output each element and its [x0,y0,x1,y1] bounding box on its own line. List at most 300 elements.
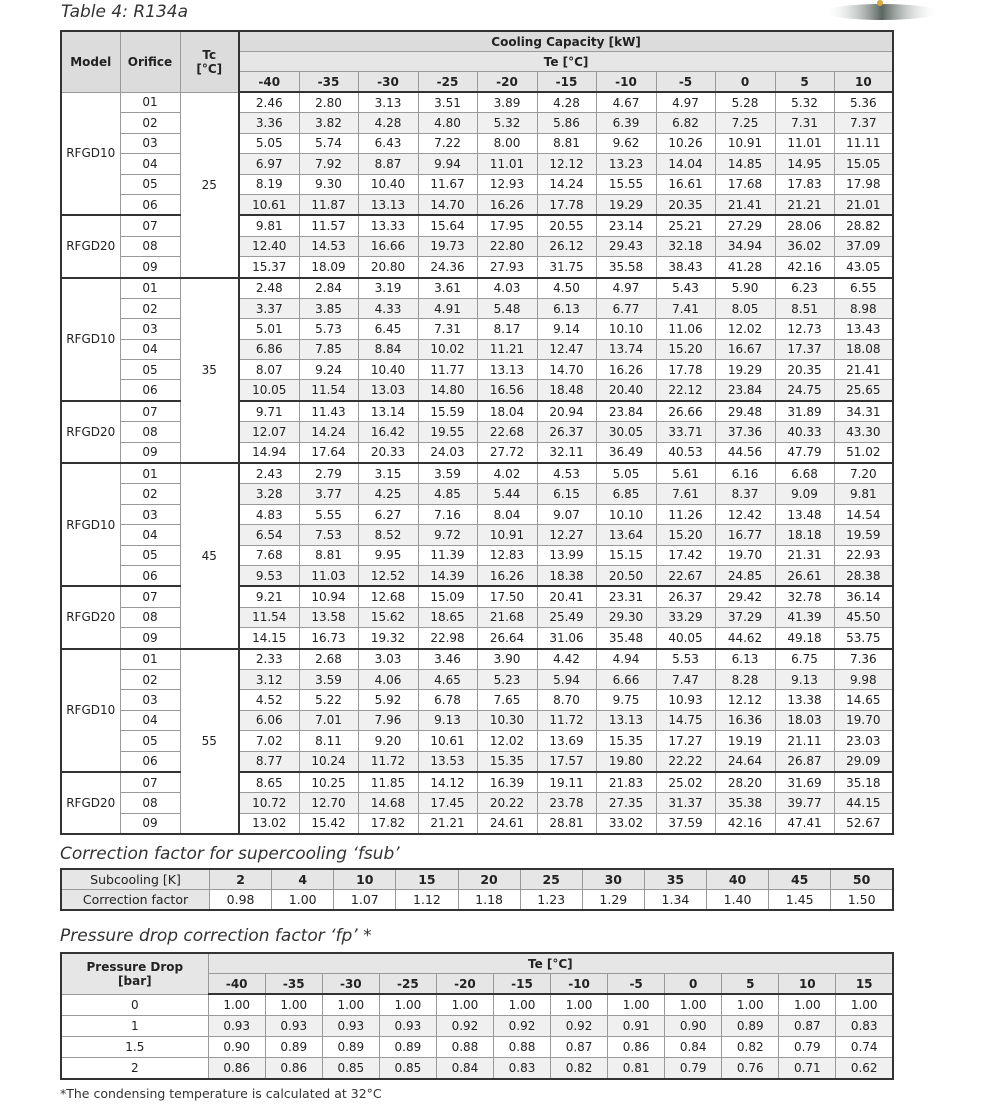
fp-cell: 1.00 [836,994,893,1016]
capacity-cell: 23.84 [596,401,656,422]
capacity-cell: 20.40 [596,380,656,401]
te-header-cell: -5 [608,974,665,995]
orifice-cell: 02 [120,669,180,689]
capacity-cell: 20.22 [477,793,537,813]
fp-cell: 1.00 [722,994,779,1016]
model-cell: RFGD10 [61,463,120,586]
capacity-cell: 4.25 [358,484,418,504]
fp-cell: 0.87 [779,1016,836,1037]
capacity-cell: 8.07 [239,360,299,380]
orifice-cell: 03 [120,504,180,524]
decorative-graphic [822,0,940,26]
capacity-cell: 29.42 [715,586,775,607]
capacity-cell: 3.19 [358,278,418,299]
supercooling-title: Correction factor for supercooling ‘fsub’ [60,844,400,864]
capacity-cell: 13.13 [596,710,656,730]
te-header-cell: 5 [775,72,834,93]
capacity-cell: 12.68 [358,586,418,607]
capacity-cell: 6.77 [596,298,656,318]
fp-cell: 0.92 [551,1016,608,1037]
capacity-cell: 13.14 [358,401,418,422]
capacity-cell: 9.24 [299,360,358,380]
capacity-cell: 10.10 [596,504,656,524]
col-header-te: Te [°C] [208,953,893,974]
orifice-cell: 08 [120,236,180,256]
capacity-cell: 7.65 [477,690,537,710]
capacity-cell: 7.85 [299,339,358,359]
capacity-cell: 19.55 [418,422,477,442]
fp-cell: 0.89 [265,1037,322,1058]
fp-cell: 1.00 [436,994,493,1016]
capacity-cell: 3.61 [418,278,477,299]
fp-cell: 1.00 [665,994,722,1016]
pressure-drop-correction-table [60,952,894,1080]
capacity-cell: 28.81 [537,813,596,834]
capacity-cell: 21.41 [715,194,775,215]
capacity-cell: 18.65 [418,607,477,627]
capacity-cell: 6.86 [239,339,299,359]
correction-factor-cell: 1.40 [707,890,769,911]
capacity-cell: 21.21 [418,813,477,834]
capacity-cell: 8.05 [715,298,775,318]
capacity-cell: 13.33 [358,215,418,236]
fp-cell: 0.74 [836,1037,893,1058]
capacity-cell: 10.91 [477,525,537,545]
capacity-cell: 14.65 [834,690,893,710]
capacity-cell: 8.70 [537,690,596,710]
capacity-cell: 31.69 [775,772,834,793]
capacity-cell: 8.87 [358,154,418,174]
capacity-cell: 16.66 [358,236,418,256]
orifice-cell: 02 [120,113,180,133]
orifice-cell: 08 [120,422,180,442]
capacity-cell: 3.77 [299,484,358,504]
capacity-cell: 14.15 [239,628,299,649]
capacity-cell: 18.03 [775,710,834,730]
capacity-cell: 6.85 [596,484,656,504]
capacity-cell: 14.75 [656,710,715,730]
capacity-cell: 3.85 [299,298,358,318]
orifice-cell: 07 [120,586,180,607]
te-header-cell: 15 [836,974,893,995]
te-header-cell: -25 [379,974,436,995]
te-header-cell: -10 [596,72,656,93]
orifice-cell: 05 [120,360,180,380]
capacity-cell: 52.67 [834,813,893,834]
capacity-cell: 4.28 [358,113,418,133]
capacity-cell: 17.64 [299,442,358,463]
fp-cell: 0.83 [493,1058,550,1080]
capacity-cell: 14.53 [299,236,358,256]
orifice-cell: 02 [120,298,180,318]
capacity-cell: 22.93 [834,545,893,565]
col-header-orifice: Orifice [120,31,180,92]
capacity-cell: 35.38 [715,793,775,813]
correction-factor-cell: 1.45 [769,890,831,911]
fp-cell: 1.00 [265,994,322,1016]
capacity-cell: 19.73 [418,236,477,256]
capacity-cell: 13.03 [358,380,418,401]
capacity-cell: 21.41 [834,360,893,380]
pressure-drop-cell: 0 [61,994,208,1016]
fp-cell: 1.00 [208,994,265,1016]
capacity-cell: 14.54 [834,504,893,524]
subcooling-cell: 4 [272,869,334,890]
capacity-cell: 11.01 [775,133,834,153]
capacity-cell: 16.73 [299,628,358,649]
capacity-cell: 10.40 [358,360,418,380]
tc-label: Tc [202,47,217,62]
tc-cell: 45 [180,463,239,649]
subcooling-cell: 35 [644,869,706,890]
capacity-cell: 22.80 [477,236,537,256]
capacity-cell: 7.01 [299,710,358,730]
capacity-cell: 20.55 [537,215,596,236]
capacity-cell: 4.97 [656,92,715,113]
capacity-cell: 21.01 [834,194,893,215]
fp-cell: 0.88 [436,1037,493,1058]
capacity-cell: 7.16 [418,504,477,524]
capacity-cell: 5.22 [299,690,358,710]
capacity-cell: 5.05 [596,463,656,484]
capacity-cell: 3.12 [239,669,299,689]
capacity-cell: 9.71 [239,401,299,422]
capacity-cell: 49.18 [775,628,834,649]
orifice-cell: 09 [120,257,180,278]
orifice-cell: 05 [120,545,180,565]
model-cell: RFGD20 [61,401,120,463]
capacity-cell: 19.19 [715,731,775,751]
capacity-cell: 2.79 [299,463,358,484]
capacity-cell: 4.06 [358,669,418,689]
fp-cell: 0.91 [608,1016,665,1037]
capacity-cell: 37.09 [834,236,893,256]
fp-cell: 0.79 [665,1058,722,1080]
capacity-cell: 22.68 [477,422,537,442]
capacity-cell: 25.65 [834,380,893,401]
capacity-cell: 14.68 [358,793,418,813]
model-cell: RFGD10 [61,92,120,215]
capacity-cell: 8.51 [775,298,834,318]
capacity-cell: 10.25 [299,772,358,793]
capacity-cell: 53.75 [834,628,893,649]
capacity-cell: 31.37 [656,793,715,813]
capacity-cell: 9.07 [537,504,596,524]
capacity-cell: 2.68 [299,649,358,670]
capacity-cell: 17.57 [537,751,596,772]
te-header-cell: -25 [418,72,477,93]
capacity-cell: 16.42 [358,422,418,442]
fp-cell: 0.93 [265,1016,322,1037]
capacity-cell: 9.53 [239,565,299,586]
model-cell: RFGD10 [61,278,120,401]
capacity-cell: 3.89 [477,92,537,113]
te-header-cell: -35 [265,974,322,995]
capacity-cell: 6.15 [537,484,596,504]
capacity-cell: 23.03 [834,731,893,751]
capacity-cell: 6.06 [239,710,299,730]
capacity-cell: 4.53 [537,463,596,484]
capacity-cell: 10.91 [715,133,775,153]
capacity-cell: 28.82 [834,215,893,236]
capacity-cell: 27.29 [715,215,775,236]
capacity-cell: 11.87 [299,194,358,215]
model-cell: RFGD20 [61,586,120,648]
capacity-cell: 11.67 [418,174,477,194]
capacity-cell: 10.10 [596,319,656,339]
capacity-cell: 16.26 [477,194,537,215]
capacity-cell: 16.26 [596,360,656,380]
capacity-cell: 8.19 [239,174,299,194]
capacity-cell: 5.23 [477,669,537,689]
capacity-cell: 28.20 [715,772,775,793]
capacity-cell: 40.33 [775,422,834,442]
capacity-cell: 17.42 [656,545,715,565]
fp-cell: 0.86 [208,1058,265,1080]
orifice-cell: 09 [120,628,180,649]
fp-cell: 0.81 [608,1058,665,1080]
capacity-cell: 8.84 [358,339,418,359]
capacity-cell: 3.82 [299,113,358,133]
capacity-cell: 19.11 [537,772,596,793]
capacity-cell: 37.59 [656,813,715,834]
capacity-cell: 14.12 [418,772,477,793]
capacity-cell: 3.51 [418,92,477,113]
subcooling-cell: 10 [334,869,396,890]
capacity-cell: 17.95 [477,215,537,236]
capacity-cell: 25.49 [537,607,596,627]
capacity-cell: 10.61 [418,731,477,751]
capacity-cell: 11.57 [299,215,358,236]
table-row [61,1016,893,1037]
capacity-cell: 26.61 [775,565,834,586]
te-header-cell: -15 [537,72,596,93]
capacity-cell: 13.74 [596,339,656,359]
orifice-cell: 01 [120,278,180,299]
capacity-cell: 22.22 [656,751,715,772]
capacity-cell: 15.55 [596,174,656,194]
capacity-cell: 8.52 [358,525,418,545]
te-header-cell: -30 [358,72,418,93]
capacity-cell: 28.38 [834,565,893,586]
capacity-cell: 12.70 [299,793,358,813]
capacity-cell: 12.52 [358,565,418,586]
capacity-cell: 12.12 [537,154,596,174]
capacity-cell: 4.52 [239,690,299,710]
capacity-cell: 17.83 [775,174,834,194]
capacity-cell: 51.02 [834,442,893,463]
capacity-cell: 15.37 [239,257,299,278]
capacity-cell: 31.06 [537,628,596,649]
table-row [61,649,893,670]
capacity-cell: 6.97 [239,154,299,174]
table-row [61,1058,893,1080]
capacity-cell: 10.02 [418,339,477,359]
capacity-cell: 47.79 [775,442,834,463]
capacity-cell: 15.59 [418,401,477,422]
capacity-cell: 11.03 [299,565,358,586]
capacity-cell: 5.43 [656,278,715,299]
orifice-cell: 06 [120,194,180,215]
cooling-capacity-table [60,30,894,835]
capacity-cell: 9.21 [239,586,299,607]
capacity-cell: 40.05 [656,628,715,649]
capacity-cell: 20.35 [775,360,834,380]
capacity-cell: 18.09 [299,257,358,278]
fp-cell: 0.90 [665,1016,722,1037]
capacity-cell: 5.36 [834,92,893,113]
fp-cell: 1.00 [551,994,608,1016]
capacity-cell: 7.25 [715,113,775,133]
capacity-cell: 3.13 [358,92,418,113]
table-row [61,92,893,113]
capacity-cell: 4.83 [239,504,299,524]
capacity-cell: 3.46 [418,649,477,670]
capacity-cell: 36.02 [775,236,834,256]
capacity-cell: 21.83 [596,772,656,793]
table-row [61,278,893,299]
capacity-cell: 20.80 [358,257,418,278]
capacity-cell: 13.48 [775,504,834,524]
orifice-cell: 09 [120,442,180,463]
capacity-cell: 6.54 [239,525,299,545]
model-cell: RFGD10 [61,649,120,772]
orifice-cell: 01 [120,92,180,113]
capacity-cell: 42.16 [775,257,834,278]
capacity-cell: 17.82 [358,813,418,834]
capacity-cell: 20.35 [656,194,715,215]
capacity-cell: 9.14 [537,319,596,339]
orifice-cell: 02 [120,484,180,504]
fp-cell: 0.89 [379,1037,436,1058]
capacity-cell: 36.14 [834,586,893,607]
capacity-cell: 24.64 [715,751,775,772]
capacity-cell: 8.98 [834,298,893,318]
capacity-cell: 14.94 [239,442,299,463]
capacity-cell: 8.81 [299,545,358,565]
capacity-cell: 5.55 [299,504,358,524]
fp-cell: 0.90 [208,1037,265,1058]
capacity-cell: 44.15 [834,793,893,813]
capacity-cell: 9.30 [299,174,358,194]
capacity-cell: 41.28 [715,257,775,278]
te-header-cell: -40 [239,72,299,93]
capacity-cell: 45.50 [834,607,893,627]
capacity-cell: 12.27 [537,525,596,545]
capacity-cell: 4.80 [418,113,477,133]
capacity-cell: 3.59 [299,669,358,689]
capacity-cell: 15.05 [834,154,893,174]
te-header-cell: 10 [834,72,893,93]
capacity-cell: 13.69 [537,731,596,751]
capacity-cell: 14.80 [418,380,477,401]
capacity-cell: 47.41 [775,813,834,834]
capacity-cell: 21.21 [775,194,834,215]
capacity-cell: 5.94 [537,669,596,689]
capacity-cell: 8.81 [537,133,596,153]
capacity-cell: 16.61 [656,174,715,194]
fp-cell: 0.92 [493,1016,550,1037]
capacity-cell: 34.31 [834,401,893,422]
capacity-cell: 16.56 [477,380,537,401]
capacity-cell: 13.23 [596,154,656,174]
te-header-cell: -35 [299,72,358,93]
col-header-pressure-drop [61,953,208,994]
te-header-cell: -20 [436,974,493,995]
capacity-cell: 20.50 [596,565,656,586]
fp-cell: 0.82 [551,1058,608,1080]
capacity-cell: 14.95 [775,154,834,174]
capacity-cell: 11.54 [299,380,358,401]
capacity-cell: 8.77 [239,751,299,772]
capacity-cell: 16.39 [477,772,537,793]
capacity-cell: 6.23 [775,278,834,299]
capacity-cell: 4.42 [537,649,596,670]
capacity-cell: 10.05 [239,380,299,401]
orifice-cell: 09 [120,813,180,834]
capacity-cell: 14.85 [715,154,775,174]
capacity-cell: 32.18 [656,236,715,256]
capacity-cell: 9.13 [418,710,477,730]
orifice-cell: 01 [120,463,180,484]
capacity-cell: 22.98 [418,628,477,649]
capacity-cell: 6.78 [418,690,477,710]
correction-factor-cell: 1.18 [458,890,520,911]
capacity-cell: 17.45 [418,793,477,813]
correction-factor-cell: 1.12 [396,890,458,911]
capacity-cell: 6.27 [358,504,418,524]
capacity-cell: 4.97 [596,278,656,299]
capacity-cell: 5.01 [239,319,299,339]
capacity-cell: 19.70 [715,545,775,565]
capacity-cell: 8.11 [299,731,358,751]
te-header-cell: -5 [656,72,715,93]
capacity-cell: 17.37 [775,339,834,359]
capacity-cell: 10.40 [358,174,418,194]
capacity-cell: 14.39 [418,565,477,586]
col-header-cooling-capacity: Cooling Capacity [kW] [239,31,893,52]
capacity-cell: 11.43 [299,401,358,422]
orifice-cell: 03 [120,319,180,339]
capacity-cell: 6.43 [358,133,418,153]
col-header-model: Model [61,31,120,92]
fp-cell: 0.86 [608,1037,665,1058]
te-header-cell: 0 [715,72,775,93]
orifice-cell: 04 [120,525,180,545]
capacity-cell: 9.62 [596,133,656,153]
fp-cell: 0.89 [722,1016,779,1037]
capacity-cell: 9.95 [358,545,418,565]
capacity-cell: 16.26 [477,565,537,586]
capacity-cell: 7.96 [358,710,418,730]
capacity-cell: 7.68 [239,545,299,565]
te-header-cell: -15 [493,974,550,995]
table-row [61,463,893,484]
capacity-cell: 10.61 [239,194,299,215]
capacity-cell: 27.93 [477,257,537,278]
capacity-cell: 37.36 [715,422,775,442]
capacity-cell: 23.78 [537,793,596,813]
capacity-cell: 7.02 [239,731,299,751]
fp-cell: 0.76 [722,1058,779,1080]
capacity-cell: 10.94 [299,586,358,607]
subcooling-cell: 25 [520,869,582,890]
subcooling-cell: 45 [769,869,831,890]
capacity-cell: 5.86 [537,113,596,133]
capacity-cell: 7.53 [299,525,358,545]
pressure-drop-label: Pressure Drop [86,959,184,974]
capacity-cell: 11.54 [239,607,299,627]
